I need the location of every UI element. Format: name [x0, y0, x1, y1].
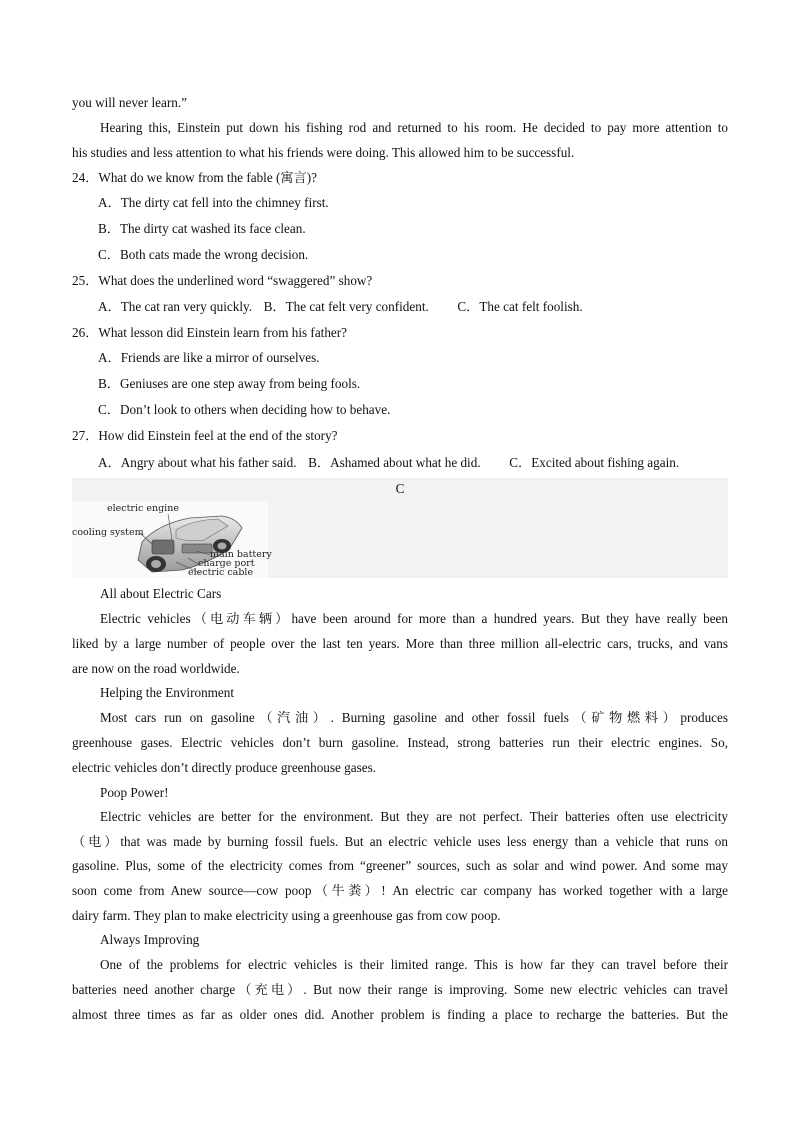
paragraph-line: soon come from Anew source—cow poop（牛粪）! An electric car company has worked together with a large — [72, 883, 728, 898]
question-stem-26: 26．What lesson did Einstein learn from his father? — [72, 325, 348, 340]
label-electric-engine: electric engine — [107, 503, 179, 514]
question-stem-25: 25．What does the underlined word “swaggered” show? — [72, 273, 373, 288]
option-24-b[interactable]: B．The dirty cat washed its face clean. — [98, 221, 306, 236]
paragraph-line: Most cars run on gasoline（汽油）. Burning gasoline and other fossil fuels（矿物燃料）produces — [100, 710, 728, 725]
option-26-b[interactable]: B．Geniuses are one step away from being fools. — [98, 376, 361, 391]
paragraph-line: are now on the road worldwide. — [72, 661, 240, 676]
paragraph-line: dairy farm. They plan to make electricity using a greenhouse gas from cow poop. — [72, 908, 501, 923]
passage-line: his studies and less attention to what his friends were doing. This allowed him to be successful. — [72, 145, 575, 160]
option-25-a[interactable]: A．The cat ran very quickly. — [98, 299, 253, 314]
paragraph-line: greenhouse gases. Electric vehicles don’t burn gasoline. Instead, strong batteries run their electric engines. So, — [72, 735, 728, 750]
section-letter: C — [395, 481, 405, 496]
question-stem-27: 27．How did Einstein feel at the end of the story? — [72, 428, 338, 443]
option-27-b[interactable]: B．Ashamed about what he did. — [308, 455, 481, 470]
paragraph-line: gasoline. Plus, some of the electricity comes from “greener” sources, such as solar and wind power. And some may — [72, 858, 728, 873]
paragraph-line: liked by a large number of people over the last ten years. More than three million all-electric cars, trucks, and vans — [72, 636, 728, 651]
label-main-battery: main battery — [210, 549, 272, 560]
paragraph-line: electric vehicles don’t directly produce greenhouse gases. — [72, 760, 377, 775]
option-27-c[interactable]: C．Excited about fishing again. — [509, 455, 680, 470]
section-heading: Poop Power! — [100, 785, 169, 800]
paragraph-line: Electric vehicles are better for the environment. But they are not perfect. Their batteries often use electricity — [100, 809, 728, 824]
label-cooling-system: cooling system — [72, 527, 144, 538]
paragraph-line: almost three times as far as older ones did. Another problem is finding a place to recharge the batteries. But the — [72, 1007, 728, 1022]
option-26-c[interactable]: C．Don’t look to others when deciding how to behave. — [98, 402, 391, 417]
paragraph-line: Electric vehicles（电动车辆）have been around for more than a hundred years. But they have really been — [100, 611, 728, 626]
options-row-25 — [98, 299, 728, 315]
paragraph-line: batteries need another charge（充电）. But now their range is improving. Some new electric vehicles can travel — [72, 982, 728, 997]
label-electric-cable: electric cable — [188, 567, 254, 578]
label-charge-port: charge port — [198, 558, 255, 569]
option-24-a[interactable]: A．The dirty cat fell into the chimney first. — [98, 195, 329, 210]
paragraph-line: （电）that was made by burning fossil fuels. But an electric vehicle uses less energy than a vehicle that runs on — [72, 834, 728, 849]
passage-line: Hearing this, Einstein put down his fishing rod and returned to his room. He decided to pay more attention to — [100, 120, 728, 135]
option-24-c[interactable]: C．Both cats made the wrong decision. — [98, 247, 309, 262]
paragraph-line: One of the problems for electric vehicles is their limited range. This is how far they can travel before their — [100, 957, 728, 972]
question-stem-24: 24．What do we know from the fable (寓言)? — [72, 170, 317, 185]
electric-car-diagram — [72, 502, 272, 578]
passage-line: you will never learn.” — [72, 95, 187, 110]
option-25-c[interactable]: C．The cat felt foolish. — [457, 299, 583, 314]
option-26-a[interactable]: A．Friends are like a mirror of ourselves. — [98, 350, 320, 365]
option-27-a[interactable]: A．Angry about what his father said. — [98, 455, 297, 470]
options-row-27 — [98, 455, 728, 471]
option-25-b[interactable]: B．The cat felt very confident. — [263, 299, 429, 314]
article-title: All about Electric Cars — [100, 586, 222, 601]
section-heading: Always Improving — [100, 932, 200, 947]
section-heading: Helping the Environment — [100, 685, 235, 700]
